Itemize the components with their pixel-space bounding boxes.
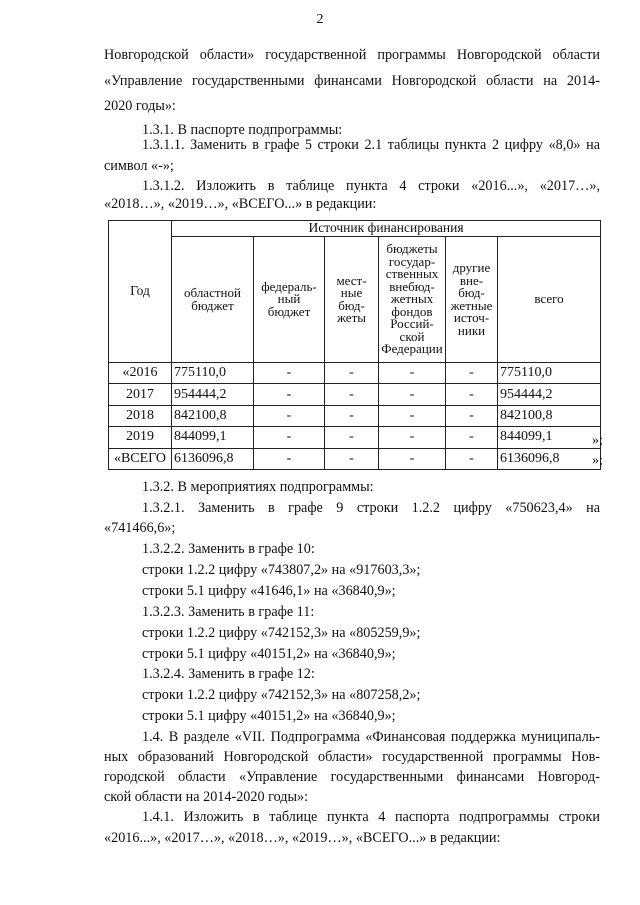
cell-local: -	[325, 427, 379, 448]
cell-local: -	[325, 405, 379, 426]
section-1-3-2-4-item-1: строки 1.2.2 цифру «742152,3» на «807258,2»;	[142, 687, 421, 703]
cell-local: -	[325, 384, 379, 405]
section-1-3-2-4-item-2: строки 5.1 цифру «40151,2» на «36840,9»;	[142, 708, 396, 724]
table-row	[109, 427, 601, 448]
cell-regional: 842100,8	[172, 405, 254, 426]
section-1-3-2-2-item-2: строки 5.1 цифру «41646,1» на «36840,9»;	[142, 583, 396, 599]
section-1-3-1-1-line-2: символ «-»;	[104, 158, 174, 174]
section-1-3-2-2-title: 1.3.2.2. Заменить в графе 10:	[142, 541, 315, 557]
financing-table	[108, 220, 600, 470]
header-other-sources: другие вне-бюд-жетные источ-ники	[446, 237, 498, 363]
cell-federal: -	[254, 384, 325, 405]
section-1-4-1-line-2: «2016...», «2017…», «2018…», «2019…», «ВСЕГО...» в редакции:	[104, 830, 501, 846]
cell-other: -	[446, 427, 498, 448]
cell-other: -	[446, 448, 498, 469]
cell-offbudget: -	[379, 363, 446, 384]
header-total: всего	[498, 237, 601, 363]
table-row	[109, 448, 601, 469]
row-total-suffix: »;	[592, 453, 603, 468]
section-1-3-1-1-line-1: 1.3.1.1. Заменить в графе 5 строки 2.1 таблицы пункта 2 цифру «8,0» на	[142, 137, 600, 153]
cell-total: 842100,8	[498, 405, 601, 426]
section-1-3-2-4-title: 1.3.2.4. Заменить в графе 12:	[142, 666, 315, 682]
intro-line-1: Новгородской области» государственной программы Новгородской области	[104, 47, 600, 63]
cell-offbudget: -	[379, 427, 446, 448]
section-1-4-line-3: городской области «Управление государственными финансами Новгород-	[104, 769, 600, 785]
section-1-4-line-2: ных образований Новгородской области» государственной программы Нов-	[104, 749, 600, 765]
header-regional-budget: областной бюджет	[172, 237, 254, 363]
cell-offbudget: -	[379, 384, 446, 405]
table-row	[109, 363, 601, 384]
cell-total: 844099,1	[498, 427, 601, 448]
cell-year: 2019	[109, 427, 172, 448]
section-1-3-2-3-item-1: строки 1.2.2 цифру «742152,3» на «805259,9»;	[142, 625, 421, 641]
cell-regional: 954444,2	[172, 384, 254, 405]
section-1-4-line-4: ской области на 2014-2020 годы»:	[104, 789, 309, 805]
section-1-3-1: 1.3.1. В паспорте подпрограммы:	[142, 122, 343, 138]
cell-total: 954444,2	[498, 384, 601, 405]
intro-line-2: «Управление государственными финансами Новгородской области на 2014-	[104, 73, 600, 89]
cell-other: -	[446, 363, 498, 384]
section-1-3-1-2-line-2: «2018…», «2019…», «ВСЕГО...» в редакции:	[104, 196, 377, 212]
row-2019-suffix: »;	[592, 433, 603, 448]
section-1-3-2-3-item-2: строки 5.1 цифру «40151,2» на «36840,9»;	[142, 646, 396, 662]
cell-federal: -	[254, 427, 325, 448]
header-federal-budget: федераль-ный бюджет	[254, 237, 325, 363]
cell-federal: -	[254, 405, 325, 426]
header-offbudget-funds: бюджеты государ-ственных внебюд-жетных фондов Россий-ской Федерации	[379, 237, 446, 363]
cell-year: 2017	[109, 384, 172, 405]
cell-other: -	[446, 384, 498, 405]
cell-other: -	[446, 405, 498, 426]
cell-year: 2018	[109, 405, 172, 426]
cell-regional: 775110,0	[172, 363, 254, 384]
cell-regional: 6136096,8	[172, 448, 254, 469]
cell-regional: 844099,1	[172, 427, 254, 448]
cell-local: -	[325, 448, 379, 469]
section-1-3-2-1-line-2: «741466,6»;	[104, 520, 176, 536]
intro-line-3: 2020 годы»:	[104, 98, 176, 114]
section-1-4-line-1: 1.4. В разделе «VII. Подпрограмма «Финансовая поддержка муниципаль-	[142, 729, 600, 745]
table-row	[109, 405, 601, 426]
cell-federal: -	[254, 448, 325, 469]
section-1-3-2-1-line-1: 1.3.2.1. Заменить в графе 9 строки 1.2.2 цифру «750623,4» на	[142, 500, 600, 516]
header-year: Год	[109, 221, 172, 363]
cell-year: «2016	[109, 363, 172, 384]
page-number: 2	[316, 12, 324, 27]
cell-total: 6136096,8	[498, 448, 601, 469]
header-source: Источник финансирования	[172, 221, 601, 237]
cell-year: «ВСЕГО	[109, 448, 172, 469]
cell-federal: -	[254, 363, 325, 384]
section-1-3-2-3-title: 1.3.2.3. Заменить в графе 11:	[142, 604, 315, 620]
header-local-budgets: мест-ные бюд-жеты	[325, 237, 379, 363]
section-1-3-2-2-item-1: строки 1.2.2 цифру «743807,2» на «917603,3»;	[142, 562, 421, 578]
cell-total: 775110,0	[498, 363, 601, 384]
cell-local: -	[325, 363, 379, 384]
section-1-4-1-line-1: 1.4.1. Изложить в таблице пункта 4 паспорта подпрограммы строки	[142, 809, 600, 825]
table-row	[109, 384, 601, 405]
cell-offbudget: -	[379, 405, 446, 426]
cell-offbudget: -	[379, 448, 446, 469]
section-1-3-1-2-line-1: 1.3.1.2. Изложить в таблице пункта 4 строки «2016...», «2017…»,	[142, 178, 600, 194]
section-1-3-2: 1.3.2. В мероприятиях подпрограммы:	[142, 479, 374, 495]
